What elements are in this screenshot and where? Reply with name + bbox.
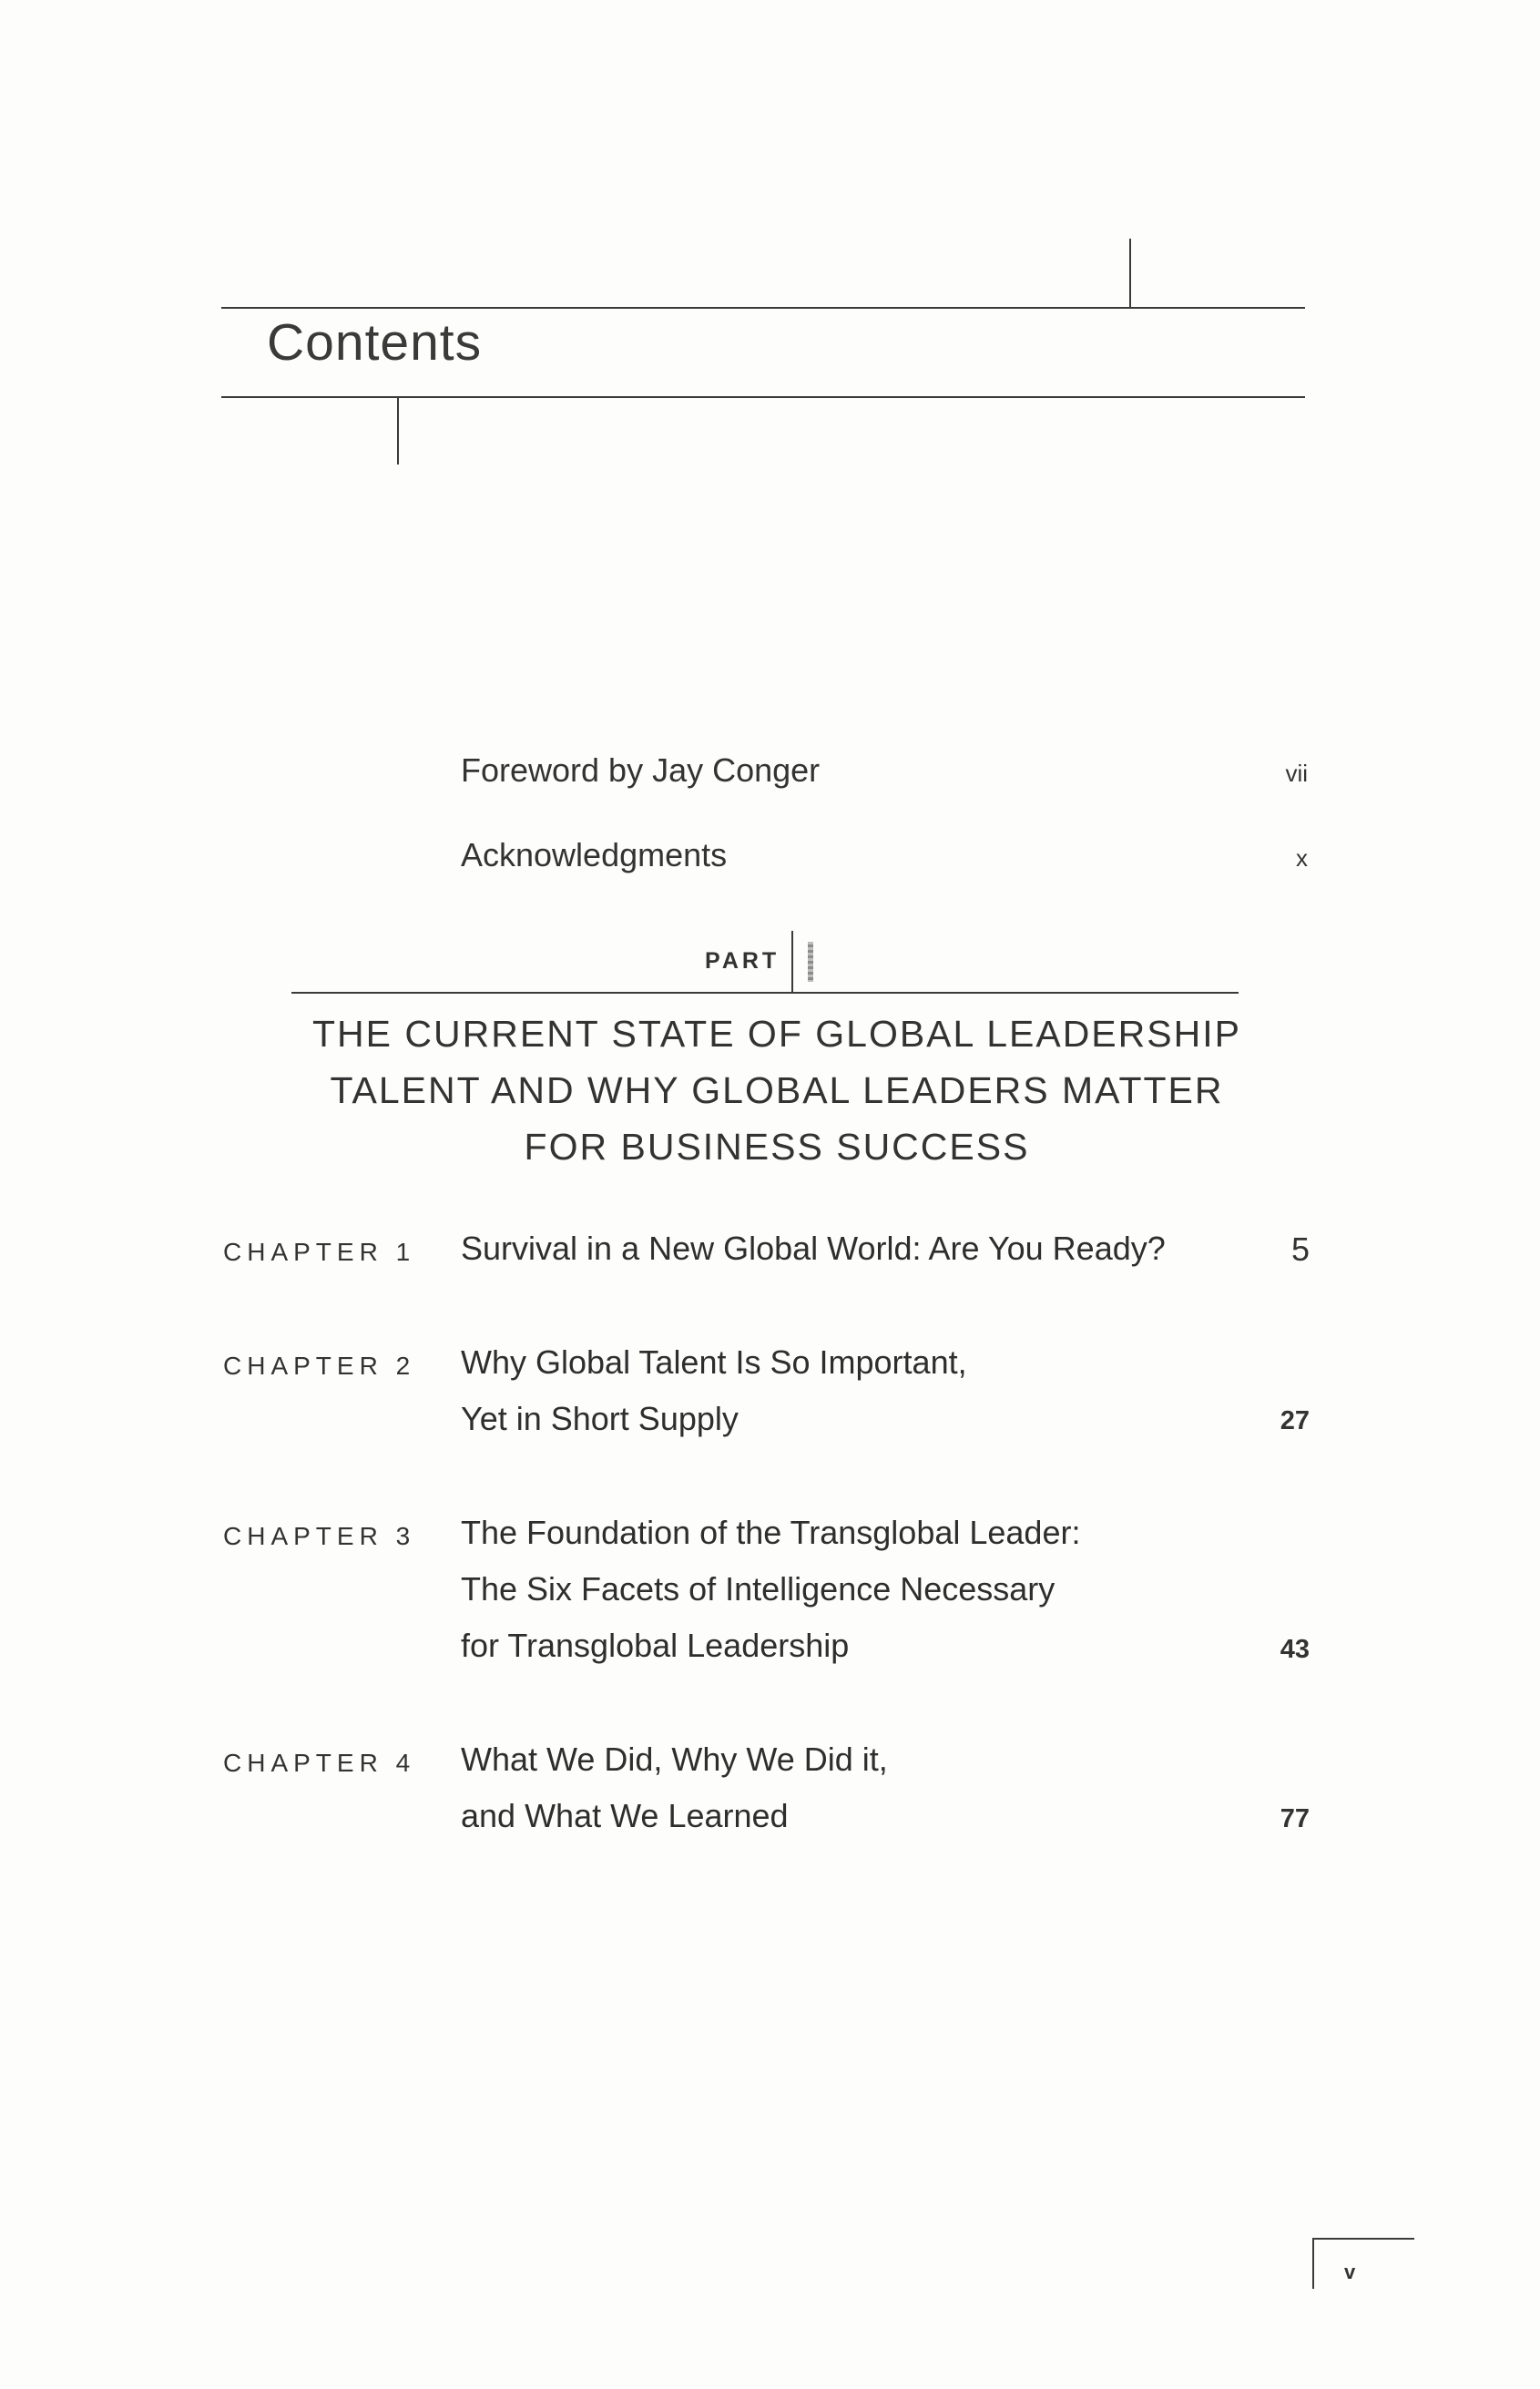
chapter-label: CHAPTER 2 <box>223 1352 416 1380</box>
chapter-title-line: The Foundation of the Transglobal Leader: <box>461 1514 1081 1551</box>
part-vertical-rule <box>791 931 793 993</box>
toc-entry-foreword-title: Foreword by Jay Conger <box>461 751 821 789</box>
part-title-line: THE CURRENT STATE OF GLOBAL LEADERSHIP <box>312 1013 1241 1055</box>
folio-horizontal-rule <box>1312 2238 1414 2240</box>
page-title: Contents <box>267 313 483 372</box>
header-bottom-rule <box>221 396 1305 398</box>
chapter-label: CHAPTER 1 <box>223 1238 416 1266</box>
toc-entry-acknowledgments-title: Acknowledgments <box>461 836 728 873</box>
chapter-title-line: What We Did, Why We Did it, <box>461 1741 888 1778</box>
part-number-mark <box>808 942 813 982</box>
chapter-label: CHAPTER 3 <box>223 1522 416 1550</box>
part-horizontal-rule <box>291 992 1239 994</box>
folio-vertical-rule <box>1312 2238 1314 2289</box>
header-vertical-rule-left <box>397 397 399 465</box>
chapter-page: 77 <box>1280 1804 1310 1833</box>
chapter-label: CHAPTER 4 <box>223 1749 416 1777</box>
chapter-title-line: The Six Facets of Intelligence Necessary <box>461 1570 1056 1608</box>
chapter-page: 43 <box>1280 1635 1310 1664</box>
page-number: v <box>1344 2261 1356 2283</box>
header-top-rule <box>221 307 1305 309</box>
toc-entry-foreword-page: vii <box>1285 760 1308 787</box>
chapter-title-line: Why Global Talent Is So Important, <box>461 1343 967 1381</box>
chapter-title <box>461 1220 1166 1277</box>
part-title-line: TALENT AND WHY GLOBAL LEADERS MATTER <box>330 1069 1224 1111</box>
part-title-line: FOR BUSINESS SUCCESS <box>524 1126 1030 1168</box>
part-title <box>290 1006 1264 1175</box>
chapter-title-line: and What We Learned <box>461 1797 789 1834</box>
chapter-title <box>461 1505 1080 1674</box>
chapter-title-line: Survival in a New Global World: Are You Ready? <box>461 1230 1166 1267</box>
chapter-page: 5 <box>1290 1230 1310 1268</box>
chapter-page: 27 <box>1280 1406 1310 1435</box>
chapter-title-line: Yet in Short Supply <box>461 1400 739 1437</box>
toc-entry-acknowledgments-page: x <box>1296 844 1308 872</box>
chapter-title-line: for Transglobal Leadership <box>461 1627 850 1664</box>
header-vertical-rule-right <box>1129 239 1131 308</box>
part-label: PART <box>705 948 780 974</box>
chapter-title <box>461 1334 967 1447</box>
chapter-title <box>461 1731 888 1844</box>
